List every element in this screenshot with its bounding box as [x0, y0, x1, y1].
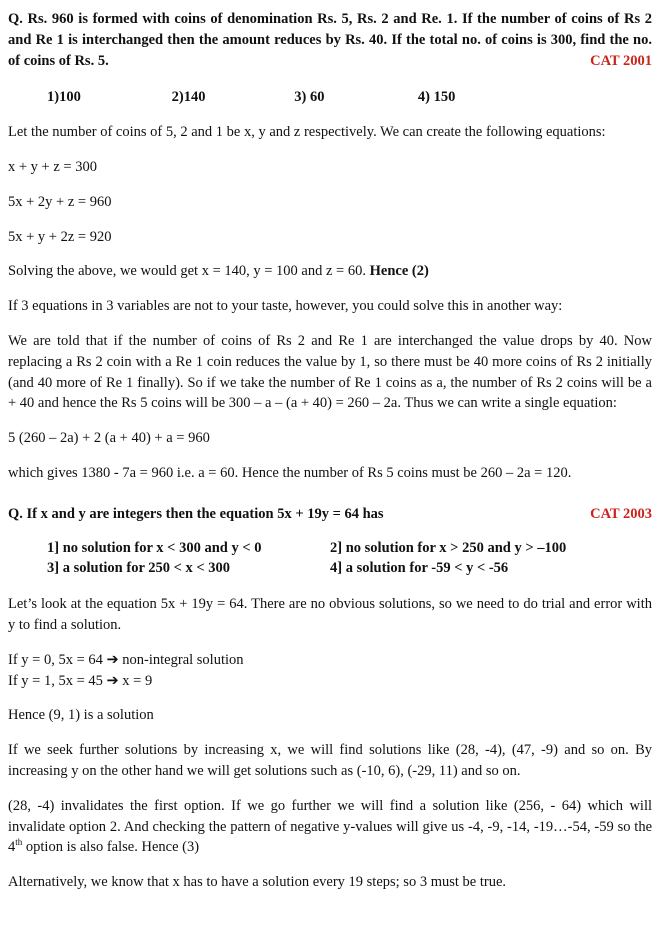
trial-1-text: If y = 0, 5x = 64: [8, 651, 107, 668]
option-1: 1)100: [47, 89, 81, 106]
q2-hence-line: Hence (9, 1) is a solution: [8, 707, 154, 724]
trial-line-1: [8, 650, 652, 671]
q2-trial-block: [8, 650, 652, 692]
exam-tag-cat-2001: CAT 2001: [584, 51, 652, 72]
q1-alternative-equation: 5 (260 – 2a) + 2 (a + 40) + a = 960: [8, 430, 210, 447]
question-2-block: [8, 504, 652, 525]
q1-answer: Hence (2): [369, 263, 429, 280]
question-1-block: [8, 9, 652, 71]
q2-intro-paragraph: Let’s look at the equation 5x + 19y = 64. There are no obvious solutions, so we need to do trial and error with y to find a solution.: [8, 596, 652, 633]
arrow-right-icon: ➔: [106, 651, 119, 668]
q1-intro-paragraph: Let the number of coins of 5, 2 and 1 be x, y and z respectively. We can create the following equations:: [8, 124, 606, 141]
option-2: 2] no solution for x > 250 and y > –100: [330, 539, 567, 556]
equation-1: x + y + z = 300: [8, 158, 97, 175]
question-1-options: [8, 87, 652, 108]
trial-2-result: x = 9: [118, 672, 153, 689]
ordinal-superscript: th: [15, 837, 23, 848]
q1-solving-text: Solving the above, we would get x = 140, y = 100 and z = 60.: [8, 263, 370, 280]
equation-3: 5x + y + 2z = 920: [8, 228, 112, 245]
document-page: [8, 9, 652, 893]
options-row-2: [47, 558, 652, 579]
check-text-b: option is also false. Hence (3): [22, 839, 200, 856]
trial-2-text: If y = 1, 5x = 45: [8, 672, 107, 689]
trial-line-2: [8, 671, 652, 692]
trial-1-result: non-integral solution: [118, 651, 244, 668]
q1-alternative-intro: If 3 equations in 3 variables are not to your taste, however, you could solve this in another way:: [8, 298, 563, 315]
exam-tag-cat-2003: CAT 2003: [584, 504, 652, 525]
question-2-text: Q. If x and y are integers then the equation 5x + 19y = 64 has: [8, 505, 384, 522]
q1-solving-paragraph: [8, 261, 652, 282]
arrow-right-icon: ➔: [106, 672, 119, 689]
equation-2: 5x + 2y + z = 960: [8, 193, 112, 210]
option-2: 2)140: [171, 89, 206, 106]
question-2-options: [8, 538, 652, 580]
option-1: 1] no solution for x < 300 and y < 0: [47, 539, 262, 556]
q1-alternative-paragraph: We are told that if the number of coins of Rs 2 and Re 1 are interchanged the value drops by 40. Now replacing a Rs 2 coin with a Re 1 coin reduces the value by 1, so there must be 40 more coins of Rs 2 initially (and 40 more of Re 1 finally). So if we take the number of Re 1 coins as a, the number of Rs 2 coins will be a + 40 and hence the Rs 5 coins will be 300 – a – (a + 40) = 260 – 2a. Thus we can write a single equation:: [8, 332, 652, 412]
q2-check-paragraph: [8, 796, 652, 858]
q2-alternative-line: Alternatively, we know that x has to have a solution every 19 steps; so 3 must be true.: [8, 874, 506, 891]
option-4: 4] a solution for -59 < y < -56: [330, 560, 509, 577]
q2-further-paragraph: If we seek further solutions by increasing x, we will find solutions like (28, -4), (47, -9) and so on. By increasing y on the other hand we will get solutions such as (-10, 6), (-29, 11) and so on.: [8, 742, 652, 779]
check-text-a: (28, -4) invalidates the first option. If we go further we will find a solution like (256, - 64) which will invalidate option 2. And checking the pattern of negative y-values will give us -4, -9, -14, -19…-54, -59 so the 4: [8, 797, 652, 856]
option-3: 3) 60: [294, 89, 325, 106]
option-4: 4) 150: [417, 89, 456, 106]
options-row-1: [47, 538, 652, 559]
option-3: 3] a solution for 250 < x < 300: [47, 560, 231, 577]
question-1-text: Q. Rs. 960 is formed with coins of denomination Rs. 5, Rs. 2 and Re. 1. If the number of coins of Rs 2 and Re 1 is interchanged then the amount reduces by Rs. 40. If the total no. of coins is 300, find the no. of coins of Rs. 5.: [8, 11, 652, 69]
q1-alternative-result: which gives 1380 - 7a = 960 i.e. a = 60. Hence the number of Rs 5 coins must be 260 – 2a = 120.: [8, 464, 572, 481]
